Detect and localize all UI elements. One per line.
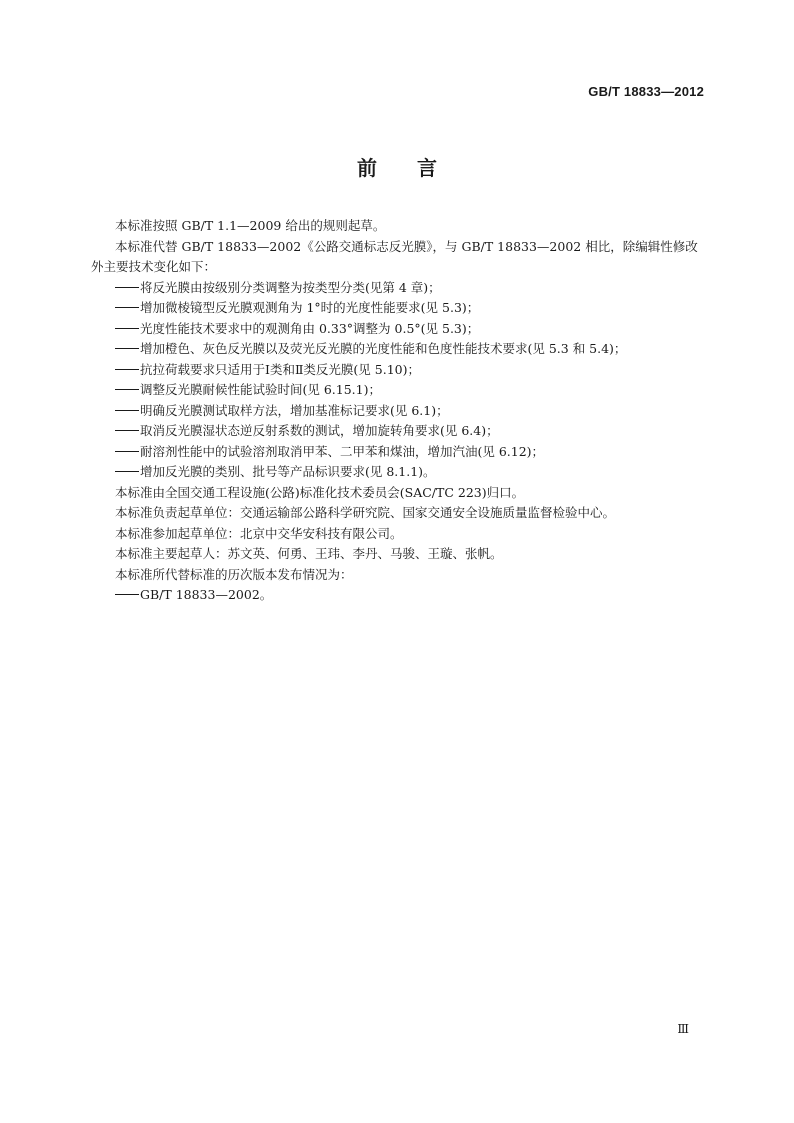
list-item: GB/T 18833—2002。 <box>91 585 703 606</box>
list-item: 增加橙色、灰色反光膜以及荧光反光膜的光度性能和色度性能技术要求(见 5.3 和 5.4)； <box>91 339 703 360</box>
page-number: Ⅲ <box>677 1022 688 1036</box>
list-item: 明确反光膜测试取样方法，增加基准标记要求(见 6.1)； <box>91 401 703 422</box>
changes-list <box>91 278 703 483</box>
dash-marker <box>115 410 139 411</box>
paragraph-drafting-unit: 本标准负责起草单位：交通运输部公路科学研究院、国家交通安全设施质量监督检验中心。 <box>115 505 616 520</box>
dash-marker <box>115 328 139 329</box>
page-title: 前言 <box>357 156 477 180</box>
dash-marker <box>115 307 139 308</box>
foreword-body <box>91 216 703 606</box>
standard-code-header: GB/T 18833—2012 <box>588 84 704 99</box>
dash-marker <box>115 451 139 452</box>
list-item: 光度性能技术要求中的观测角由 0.33°调整为 0.5°(见 5.3)； <box>91 319 703 340</box>
list-item: 增加反光膜的类别、批号等产品标识要求(见 8.1.1)。 <box>91 462 703 483</box>
list-item: 耐溶剂性能中的试验溶剂取消甲苯、二甲苯和煤油，增加汽油(见 6.12)； <box>91 442 703 463</box>
dash-marker <box>115 348 139 349</box>
dash-marker <box>115 287 139 288</box>
list-item: 调整反光膜耐候性能试验时间(见 6.15.1)； <box>91 380 703 401</box>
dash-marker <box>115 389 139 390</box>
list-item: 抗拉荷载要求只适用于Ⅰ类和Ⅱ类反光膜(见 5.10)； <box>91 360 703 381</box>
list-item: 增加微棱镜型反光膜观测角为 1°时的光度性能要求(见 5.3)； <box>91 298 703 319</box>
dash-marker <box>115 471 139 472</box>
list-item: 取消反光膜湿状态逆反射系数的测试，增加旋转角要求(见 6.4)； <box>91 421 703 442</box>
dash-marker <box>115 594 139 595</box>
paragraph-participating-unit: 本标准参加起草单位：北京中交华安科技有限公司。 <box>115 525 403 541</box>
list-item: 将反光膜由按级别分类调整为按类型分类(见第 4 章)； <box>91 278 703 299</box>
paragraph-drafting-rules: 本标准按照 GB/T 1.1—2009 给出的规则起草。 <box>115 218 386 233</box>
dash-marker <box>115 430 139 431</box>
dash-marker <box>115 369 139 370</box>
paragraph-replaces: 本标准代替 GB/T 18833—2002《公路交通标志反光膜》，与 GB/T 18833—2002 相比，除编辑性修改外主要技术变化如下： <box>91 238 698 274</box>
paragraph-history: 本标准所代替标准的历次版本发布情况为： <box>115 566 353 582</box>
paragraph-committee: 本标准由全国交通工程设施(公路)标准化技术委员会(SAC/TC 223)归口。 <box>115 484 525 500</box>
paragraph-drafters: 本标准主要起草人：苏文英、何勇、王玮、李丹、马骏、王璇、张帆。 <box>115 546 503 561</box>
